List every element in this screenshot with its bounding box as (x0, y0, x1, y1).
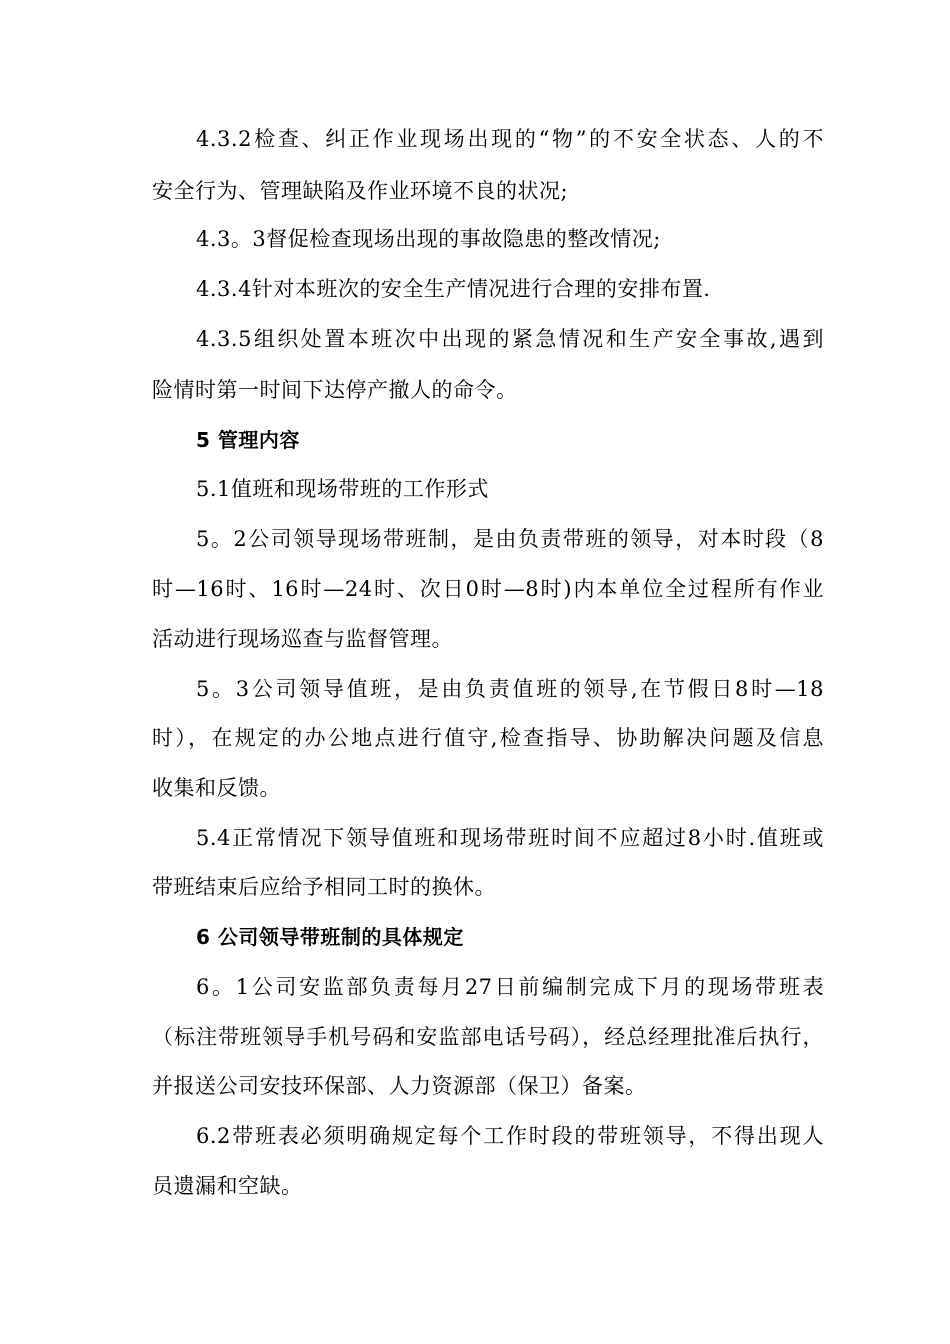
para-6-2-line-1: 6.2带班表必须明确规定每个工作时段的带班领导，不得出现人 (196, 1124, 824, 1148)
para-4-3-4: 4.3.4针对本班次的安全生产情况进行合理的安排布置. (196, 277, 711, 301)
para-5-3-line-2: 时），在规定的办公地点进行值守,检查指导、协助解决问题及信息 (152, 726, 824, 750)
para-5-4-line-2: 带班结束后应给予相同工时的换休。 (152, 875, 496, 899)
para-6-2-line-2: 员遗漏和空缺。 (152, 1174, 303, 1198)
para-5-2-line-2: 时—16时、16时—24时、次日0时—8时)内本单位全过程所有作业 (152, 577, 824, 601)
para-5-3-line-3: 收集和反馈。 (152, 776, 281, 800)
section-6-heading: 6 公司领导带班制的具体规定 (196, 925, 464, 949)
section-5-heading: 5 管理内容 (196, 428, 300, 452)
para-4-3-2-line-1: 4.3.2检查、纠正作业现场出现的“物”的不安全状态、人的不 (196, 127, 824, 151)
para-4-3-5-line-2: 险情时第一时间下达停产撤人的命令。 (152, 378, 518, 402)
para-6-1-line-3: 并报送公司安技环保部、人力资源部（保卫）备案。 (152, 1074, 647, 1098)
para-5-2-line-3: 活动进行现场巡查与监督管理。 (152, 627, 453, 651)
para-4-3-3: 4.3。3督促检查现场出现的事故隐患的整改情况; (196, 227, 661, 251)
para-4-3-2-line-2: 安全行为、管理缺陷及作业环境不良的状况; (152, 179, 569, 203)
para-5-4-line-1: 5.4正常情况下领导值班和现场带班时间不应超过8小时.值班或 (196, 826, 824, 850)
para-6-1-line-1: 6。1公司安监部负责每月27日前编制完成下月的现场带班表 (196, 975, 824, 999)
para-4-3-5-line-1: 4.3.5组织处置本班次中出现的紧急情况和生产安全事故,遇到 (196, 327, 824, 351)
para-6-1-line-2: （标注带班领导手机号码和安监部电话号码），经总经理批准后执行， (152, 1025, 824, 1049)
para-5-3-line-1: 5。3公司领导值班，是由负责值班的领导,在节假日8时—18 (196, 677, 824, 701)
para-5-1: 5.1值班和现场带班的工作形式 (196, 477, 489, 501)
para-5-2-line-1: 5。2公司领导现场带班制，是由负责带班的领导，对本时段（8 (196, 527, 824, 551)
